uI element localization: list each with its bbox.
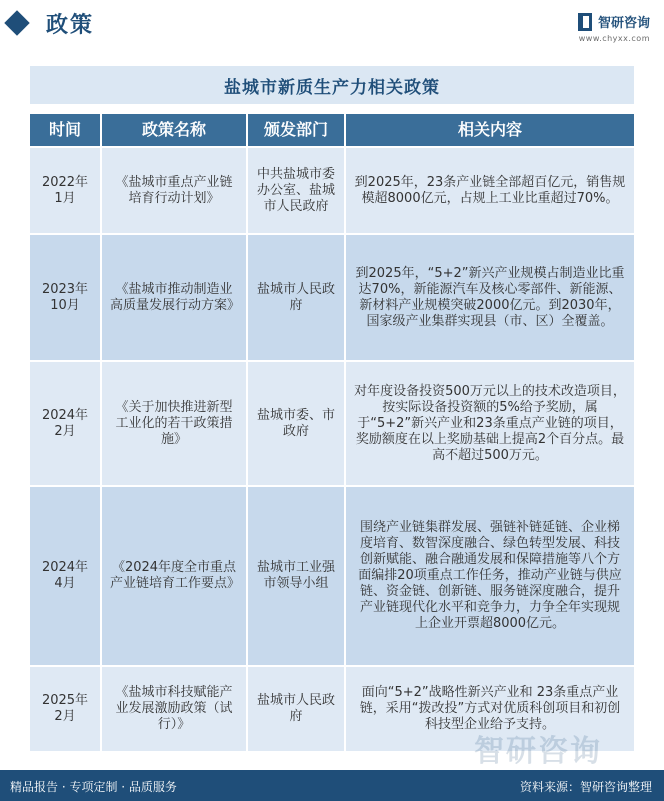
watermark: 智研咨询 (474, 734, 602, 769)
cell-time: 2022年1月 (30, 148, 102, 233)
page-header (0, 0, 664, 52)
header-content: 相关内容 (346, 114, 634, 146)
cell-time: 2023年10月 (30, 235, 102, 360)
cell-dept: 盐城市人民政府 (248, 667, 346, 751)
cell-name: 《盐城市推动制造业高质量发展行动方案》 (102, 235, 248, 360)
logo-url: www.chyxx.com (578, 34, 650, 43)
header-time: 时间 (30, 114, 102, 146)
cell-name: 《盐城市重点产业链培育行动计划》 (102, 148, 248, 233)
cell-dept: 盐城市工业强市领导小组 (248, 487, 346, 665)
cell-time: 2024年2月 (30, 362, 102, 485)
cell-content: 围绕产业链集群发展、强链补链延链、企业梯度培育、数智深度融合、绿色转型发展、科技创新赋能、融合融通发展和保障措施等八个方面编排20项重点工作任务，推动产业链与供应链、资金链、创新链、服务链深度融合，提升产业链现代化水平和竞争力，力争全年实现规上企业开票超8000亿元。 (346, 487, 634, 665)
header-name: 政策名称 (102, 114, 248, 146)
logo (578, 12, 650, 31)
cell-name: 《关于加快推进新型工业化的若干政策措施》 (102, 362, 248, 485)
section-title: 政策 (46, 13, 95, 38)
table-row (30, 235, 634, 362)
table-row (30, 362, 634, 487)
cell-content: 面向“5+2”战略性新兴产业和 23条重点产业链，采用“拨改投”方式对优质科创项目和初创科技型企业给予支持。 (346, 667, 634, 751)
table-row (30, 487, 634, 667)
table-header-row (30, 114, 634, 148)
table-title: 盐城市新质生产力相关政策 (224, 77, 440, 98)
cell-time: 2024年4月 (30, 487, 102, 665)
footer-slogan: 精品报告 · 专项定制 · 品质服务 (10, 780, 177, 794)
cell-content: 对年度设备投资500万元以上的技术改造项目，按实际设备投资额的5%给予奖励，属于“5+2”新兴产业和23条重点产业链的项目，奖励额度在以上奖励基础上提高2个百分点。最高不超过500万元。 (346, 362, 634, 485)
policy-table (30, 114, 634, 753)
cell-dept: 中共盐城市委办公室、盐城市人民政府 (248, 148, 346, 233)
cell-dept: 盐城市委、市政府 (248, 362, 346, 485)
cell-dept: 盐城市人民政府 (248, 235, 346, 360)
page-footer (0, 770, 664, 801)
table-title-bar (30, 66, 634, 104)
cell-name: 《盐城市科技赋能产业发展激励政策（试行）》 (102, 667, 248, 751)
logo-icon (578, 13, 592, 31)
cell-name: 《2024年度全市重点产业链培育工作要点》 (102, 487, 248, 665)
cell-content: 到2025年，23条产业链全部超百亿元，销售规模超8000亿元，占规上工业比重超过70%。 (346, 148, 634, 233)
cell-time: 2025年2月 (30, 667, 102, 751)
cell-content: 到2025年，“5+2”新兴产业规模占制造业比重达70%，新能源汽车及核心零部件、新能源、新材料产业规模突破2000亿元。到2030年，国家级产业集群实现县（市、区）全覆盖。 (346, 235, 634, 360)
footer-source: 资料来源：智研咨询整理 (519, 780, 652, 794)
table-row (30, 148, 634, 235)
logo-name: 智研咨询 (597, 16, 650, 31)
header-dept: 颁发部门 (248, 114, 346, 146)
diamond-icon (4, 10, 29, 35)
